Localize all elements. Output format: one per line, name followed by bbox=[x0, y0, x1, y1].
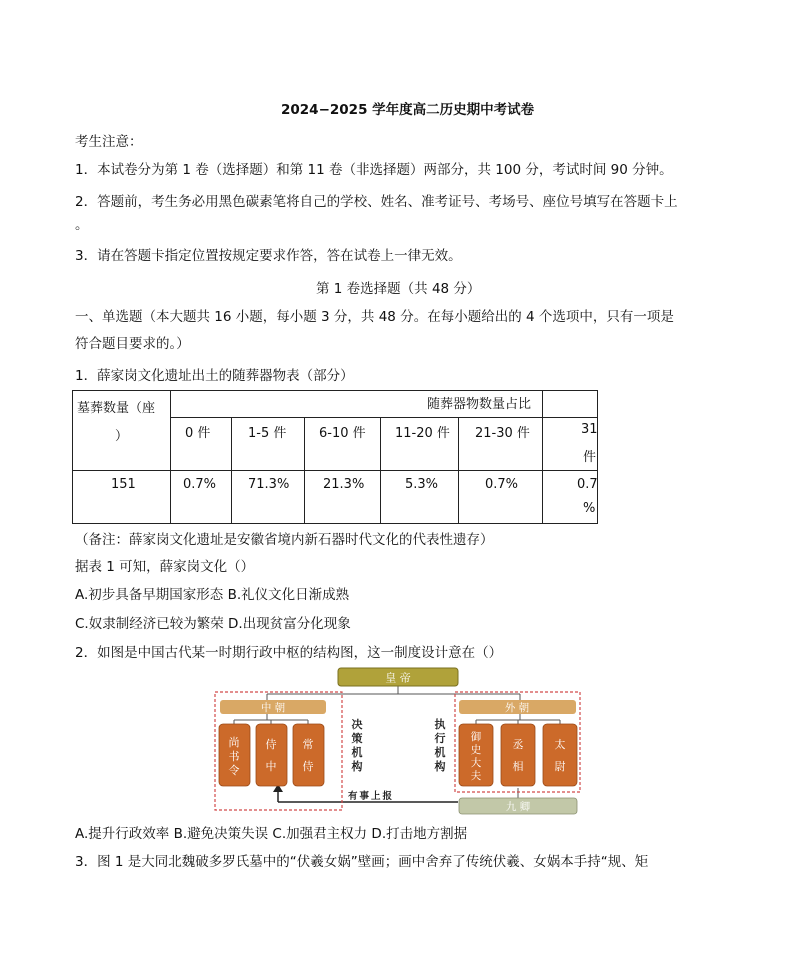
decision-label: 决策机构 bbox=[351, 718, 363, 773]
office-box-chengxiang bbox=[501, 724, 535, 786]
office-box-taiwei bbox=[543, 724, 577, 786]
exam-title: 2024−2025 学年度高二历史期中考试卷 bbox=[281, 102, 535, 118]
table-value: 21.3% bbox=[323, 477, 365, 492]
table-col-header: 21-30 件 bbox=[475, 426, 530, 441]
table-row-header-line-1: 墓葬数量（座 bbox=[77, 401, 156, 416]
office-label-shangshuling: 尚书令 bbox=[228, 736, 240, 777]
notice-item-1: 1．本试卷分为第 1 卷（选择题）和第 11 卷（非选择题）两部分，共 100 分，考试时间 90 分钟。 bbox=[75, 162, 673, 178]
q1-options-line-2: C.奴隶制经济已较为繁荣 D.出现贫富分化现象 bbox=[75, 616, 351, 632]
q2-options: A.提升行政效率 B.避免决策失误 C.加强君主权力 D.打击地方割据 bbox=[75, 826, 468, 842]
q2-stem: 2．如图是中国古代某一时期行政中枢的结构图，这一制度设计意在（） bbox=[75, 645, 503, 661]
table-col-header: 6-10 件 bbox=[319, 426, 366, 441]
q1-stem: 1．薛家岗文化遗址出土的随葬器物表（部分） bbox=[75, 368, 354, 384]
office-label-shizhong: 侍中 bbox=[265, 738, 277, 773]
table-value: 0.7% bbox=[183, 477, 217, 492]
table-row-header-line-2: ） bbox=[115, 429, 129, 444]
office-label-changshi: 常侍 bbox=[302, 738, 314, 773]
q1-question: 据表 1 可知，薛家岗文化（） bbox=[75, 559, 255, 575]
inner-court-label: 中 朝 bbox=[260, 702, 286, 714]
nine-ministers-label: 九 卿 bbox=[505, 801, 531, 813]
notice-item-2: 2．答题前，考生务必用黑色碳素笔将自己的学校、姓名、准考证号、考场号、座位号填写在答题卡上 bbox=[75, 194, 678, 210]
table-col-header: 0 件 bbox=[185, 426, 211, 441]
table-col-header: 11-20 件 bbox=[395, 426, 450, 441]
table-value-last-line-1: 0.7 bbox=[577, 477, 598, 492]
table-group-header: 随葬器物数量占比 bbox=[427, 397, 532, 412]
outer-court-label: 外 朝 bbox=[504, 702, 530, 714]
notice-heading: 考生注意： bbox=[75, 134, 143, 150]
office-label-chengxiang: 丞相 bbox=[512, 738, 524, 773]
table-col-header-last-line-2: 件 bbox=[583, 450, 597, 465]
section-title: 第 1 卷选择题（共 48 分） bbox=[316, 281, 481, 297]
part-instructions-line-1: 一、单选题（本大题共 16 小题，每小题 3 分，共 48 分。在每小题给出的 4 个选项中，只有一项是 bbox=[75, 309, 674, 325]
table-value-last-line-2: % bbox=[583, 501, 596, 516]
office-box-changshi bbox=[293, 724, 324, 786]
table-value: 0.7% bbox=[485, 477, 519, 492]
part-instructions-line-2: 符合题目要求的。） bbox=[75, 336, 190, 352]
table-col-header-last-line-1: 31 bbox=[581, 422, 598, 437]
office-label-yushidafu: 御史大夫 bbox=[470, 731, 482, 782]
q1-options-line-1: A.初步具备早期国家形态 B.礼仪文化日渐成熟 bbox=[75, 587, 350, 603]
q2-structure-diagram bbox=[212, 666, 584, 816]
table-count: 151 bbox=[111, 477, 136, 492]
report-label: 有事上报 bbox=[348, 791, 395, 802]
office-label-taiwei: 太尉 bbox=[554, 738, 566, 773]
q3-stem: 3．图 1 是大同北魏破多罗氏墓中的“伏羲女娲”壁画；画中舍弃了传统伏羲、女娲本手持“规、矩 bbox=[75, 854, 649, 870]
notice-item-3: 3．请在答题卡指定位置按规定要求作答，答在试卷上一律无效。 bbox=[75, 248, 462, 264]
q1-note: （备注：薛家岗文化遗址是安徽省境内新石器时代文化的代表性遗存） bbox=[75, 532, 494, 548]
table-value: 5.3% bbox=[405, 477, 439, 492]
table-value: 71.3% bbox=[248, 477, 290, 492]
execution-label: 执行机构 bbox=[434, 718, 446, 773]
office-box-shizhong bbox=[256, 724, 287, 786]
emperor-label: 皇 帝 bbox=[385, 671, 411, 685]
q1-table bbox=[72, 390, 598, 524]
notice-item-2-cont: 。 bbox=[75, 217, 89, 233]
table-col-header: 1-5 件 bbox=[248, 426, 287, 441]
